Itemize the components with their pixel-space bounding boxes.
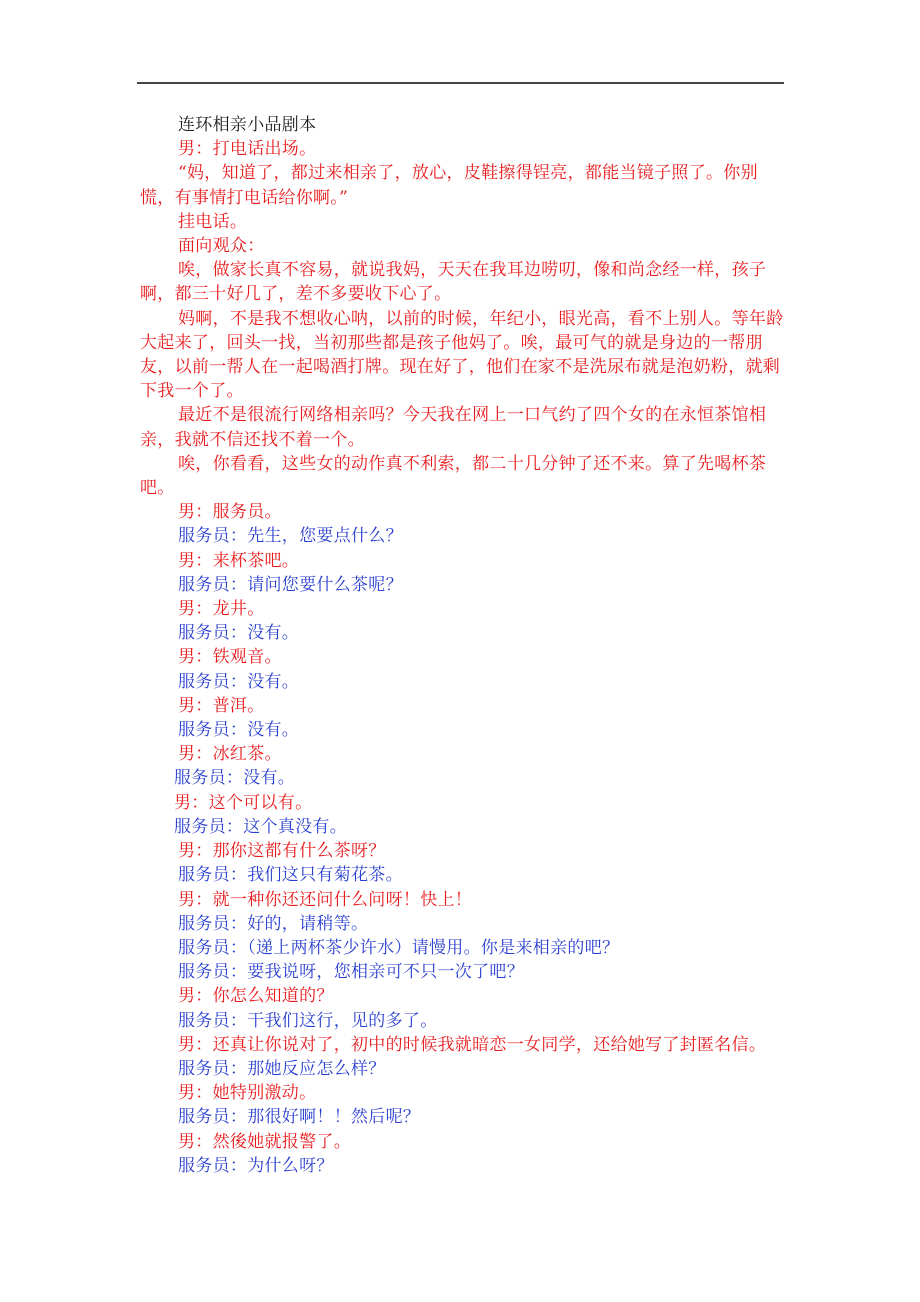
line-male: 男：这个可以有。 (174, 792, 313, 813)
line-waiter: 服务员：请问您要什么茶呢？ (178, 574, 403, 595)
narrative-paragraph: 最近不是很流行网络相亲吗？今天我在网上一口气约了四个女的在永恒茶馆相亲，我就不信还找不着一个。 (140, 405, 767, 450)
line-male: 男：她特别激动。 (178, 1083, 317, 1104)
narrative-paragraph: 挂电话。 (178, 211, 248, 232)
line-male: 男：就一种你还还问什么问呀！快上！ (178, 889, 473, 910)
line-waiter: 服务员：没有。 (178, 623, 300, 644)
narrative-paragraph: 面向观众： (178, 236, 265, 257)
line-male: 男：还真让你说对了，初中的时候我就暗恋一女同学，还给她写了封匿名信。 (178, 1034, 767, 1055)
narrative-paragraph: 唉，你看看，这些女的动作真不利索，都二十几分钟了还不来。算了先喝杯茶吧。 (140, 453, 767, 499)
document-title: 连环相亲小品剧本 (178, 115, 317, 135)
line-waiter: 服务员：那她反应怎么样？ (178, 1058, 386, 1079)
narrative-paragraph: 男：打电话出场。 (178, 139, 317, 160)
narrative-paragraph: 唉，做家长真不容易，就说我妈，天天在我耳边唠叨，像和尚念经一样，孩子啊，都三十好几了，差不多要收下心了。 (140, 260, 767, 305)
line-male: 男：冰红茶。 (178, 744, 282, 765)
line-male: 男：铁观音。 (178, 647, 282, 668)
narrative-paragraph: 妈啊，不是我不想收心呐，以前的时候，年纪小，眼光高，看不上别人。等年龄大起来了，回头一找，当初那些都是孩子他妈了。唉，最可气的就是身边的一帮朋友，以前一帮人在一起喝酒打牌。现在好了，他们在家不是洗尿布就是泡奶粉，就剩下我一个了。 (140, 308, 784, 402)
line-waiter: 服务员：这个真没有。 (174, 816, 347, 837)
line-waiter: 服务员：那很好啊！！然后呢？ (178, 1107, 421, 1128)
narrative-paragraph: “妈，知道了，都过来相亲了，放心，皮鞋擦得锃亮，都能当镜子照了。你别慌，有事情打电话给你啊。” (140, 163, 758, 208)
narrative-section (140, 137, 784, 500)
line-waiter: 服务员：没有。 (174, 768, 296, 789)
line-male: 男：服务员。 (178, 502, 282, 523)
line-waiter: 服务员：好的，请稍等。 (178, 913, 369, 934)
line-waiter: 服务员：没有。 (178, 671, 300, 692)
line-waiter: 服务员：先生，您要点什么？ (178, 526, 403, 547)
line-male: 男：龙井。 (178, 599, 265, 620)
line-waiter: 服务员：为什么呀？ (178, 1155, 334, 1176)
line-waiter: 服务员：干我们这行，见的多了。 (178, 1010, 438, 1031)
line-male: 男：然後她就报警了。 (178, 1131, 351, 1152)
header-rule (137, 82, 784, 84)
line-waiter: 服务员：要我说呀，您相亲可不只一次了吧？ (178, 962, 524, 983)
line-male: 男：你怎么知道的？ (178, 986, 334, 1007)
line-waiter: 服务员：（递上两杯茶少许水）请慢用。你是来相亲的吧？ (178, 937, 620, 958)
line-male: 男：普洱。 (178, 695, 265, 716)
line-waiter: 服务员：我们这只有菊花茶。 (178, 865, 403, 886)
dialogue-section (140, 500, 784, 1178)
line-male: 男：那你这都有什么茶呀？ (178, 841, 386, 862)
script-body (140, 113, 784, 1178)
line-male: 男：来杯茶吧。 (178, 550, 300, 571)
line-waiter: 服务员：没有。 (178, 720, 300, 741)
